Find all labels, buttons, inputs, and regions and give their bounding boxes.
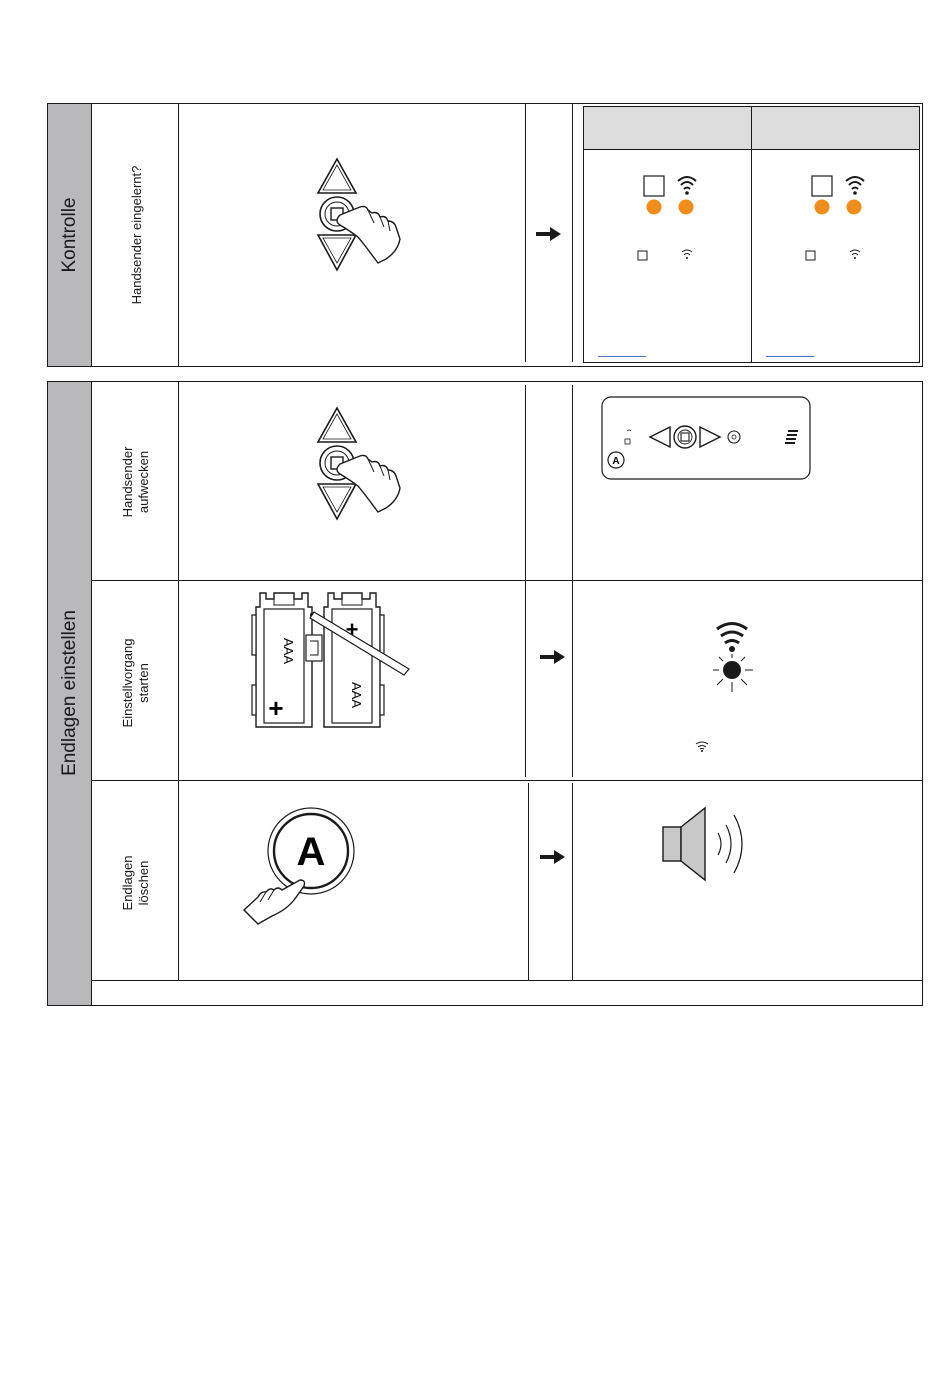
hand-pointer-icon [244,880,305,924]
arrow-right-icon [540,649,566,665]
remote-control-icon [600,395,814,481]
a-button-letter: A [296,830,326,874]
row-label-einstellvorgang: Einstellvorgang starten [120,638,151,728]
kontrolle-title: Kontrolle [59,197,80,273]
down-triangle-icon [318,235,356,270]
wifi-signal-icon [717,624,747,653]
status-indicators-1 [630,170,710,270]
battery-label-1: AAA [281,637,296,665]
stop-button-icon [300,155,410,275]
kontrolle-row-label: Handsender eingelernt? [129,165,144,305]
row-label-loeschen: Endlagen löschen [120,855,151,911]
down-triangle-icon [318,484,356,519]
sun-light-icon [705,620,761,696]
row-label-aufwecken: Handsender aufwecken [120,446,151,518]
battery-label-2: AAA [349,681,364,709]
wifi-signal-icon [850,250,860,259]
wifi-signal-icon [846,177,864,195]
battery-plus-2: + [345,617,359,642]
endlagen-title: Endlagen einstellen [59,610,80,776]
a-button-icon [240,806,365,928]
status-indicators-2 [798,170,878,270]
up-triangle-icon [318,408,356,442]
stop-button-icon [300,404,410,524]
battery-compartment-icon [246,585,416,730]
battery-plus-1: + [268,693,284,723]
arrow-right-icon [540,849,566,865]
remote-button-label: A [612,456,620,467]
wifi-signal-icon [682,250,692,259]
arrow-right-icon [536,226,562,242]
speaker-icon [660,805,760,885]
up-triangle-icon [318,159,356,193]
wifi-signal-icon [695,741,709,753]
wifi-signal-icon [678,177,696,195]
